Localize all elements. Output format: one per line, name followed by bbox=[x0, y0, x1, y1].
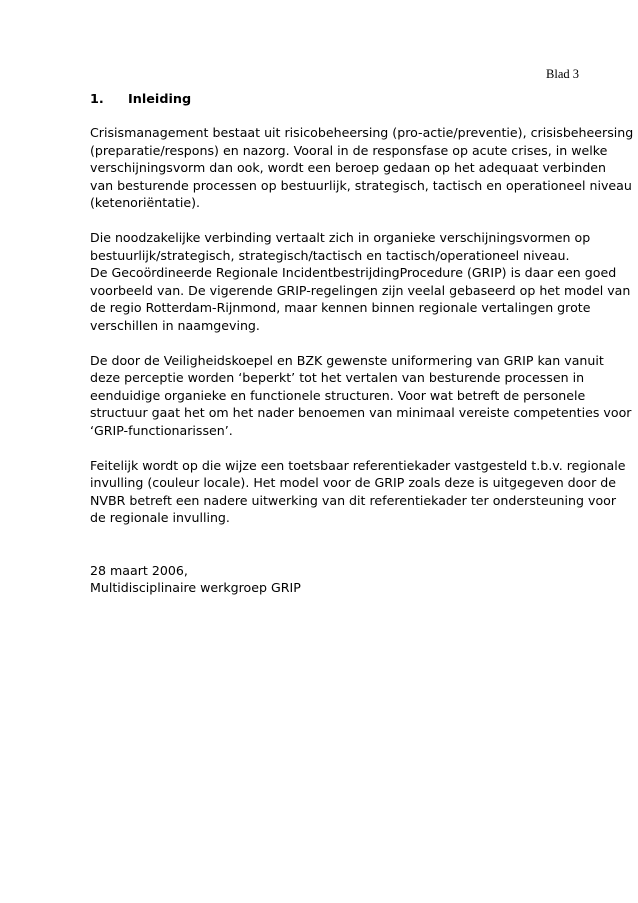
section-heading bbox=[90, 91, 191, 109]
text-line: NVBR betreft een nadere uitwerking van dit referentiekader ter ondersteuning voor bbox=[90, 492, 617, 508]
section-title: Inleiding bbox=[128, 92, 192, 107]
text-line: (ketenoriëntatie). bbox=[90, 195, 201, 210]
text-line: bestuurlijk/strategisch, strategisch/tactisch en tactisch/operationeel niveau. bbox=[90, 247, 570, 263]
text-line: de regio Rotterdam-Rijnmond, maar kennen binnen regionale vertalingen grote bbox=[90, 300, 591, 315]
document-body bbox=[90, 124, 634, 597]
text-line: verschillen in naamgeving. bbox=[90, 317, 260, 333]
text-line: de regionale invulling. bbox=[90, 510, 230, 525]
text-line: De door de Veiligheidskoepel en BZK gewenste uniformering van GRIP kan vanuit bbox=[90, 352, 604, 368]
signature-author: Multidisciplinaire werkgroep GRIP bbox=[90, 580, 301, 595]
text-line: verschijningsvorm dan ook, wordt een beroep gedaan op het adequaat verbinden bbox=[90, 160, 607, 175]
text-line: (preparatie/respons) en nazorg. Vooral in de responsfase op acute crises, in welke bbox=[90, 142, 608, 158]
paragraph-grip-context bbox=[90, 229, 631, 334]
text-line: voorbeeld van. De vigerende GRIP-regelingen zijn veelal gebaseerd op het model van bbox=[90, 282, 631, 298]
paragraph-introduction bbox=[90, 124, 634, 212]
text-line: eenduidige organieke en functionele structuren. Voor wat betreft de personele bbox=[90, 387, 586, 403]
text-line: Feitelijk wordt op die wijze een toetsbaar referentiekader vastgesteld t.b.v. regionale bbox=[90, 457, 626, 473]
text-line: ‘GRIP-functionarissen’. bbox=[90, 422, 233, 438]
signature-date: 28 maart 2006, bbox=[90, 562, 188, 578]
text-line: Die noodzakelijke verbinding vertaalt zich in organieke verschijningsvormen op bbox=[90, 230, 591, 245]
section-number: 1. bbox=[90, 92, 104, 107]
page-number: Blad 3 bbox=[546, 67, 579, 81]
text-line: Crisismanagement bestaat uit risicobeheersing (pro-actie/preventie), crisisbeheersing bbox=[90, 125, 634, 140]
text-line: structuur gaat het om het nader benoemen van minimaal vereiste competenties voor bbox=[90, 405, 632, 420]
paragraph-uniformity bbox=[90, 352, 632, 440]
text-line: De Gecoördineerde Regionale IncidentbestrijdingProcedure (GRIP) is daar een goed bbox=[90, 265, 617, 280]
text-line: van besturende processen op bestuurlijk, strategisch, tactisch en operationeel niveau bbox=[90, 177, 632, 193]
paragraph-reference-framework bbox=[90, 457, 626, 527]
text-line: deze perceptie worden ‘beperkt’ tot het vertalen van besturende processen in bbox=[90, 370, 585, 385]
signature-block bbox=[90, 562, 590, 597]
text-line: invulling (couleur locale). Het model voor de GRIP zoals deze is uitgegeven door de bbox=[90, 475, 617, 490]
